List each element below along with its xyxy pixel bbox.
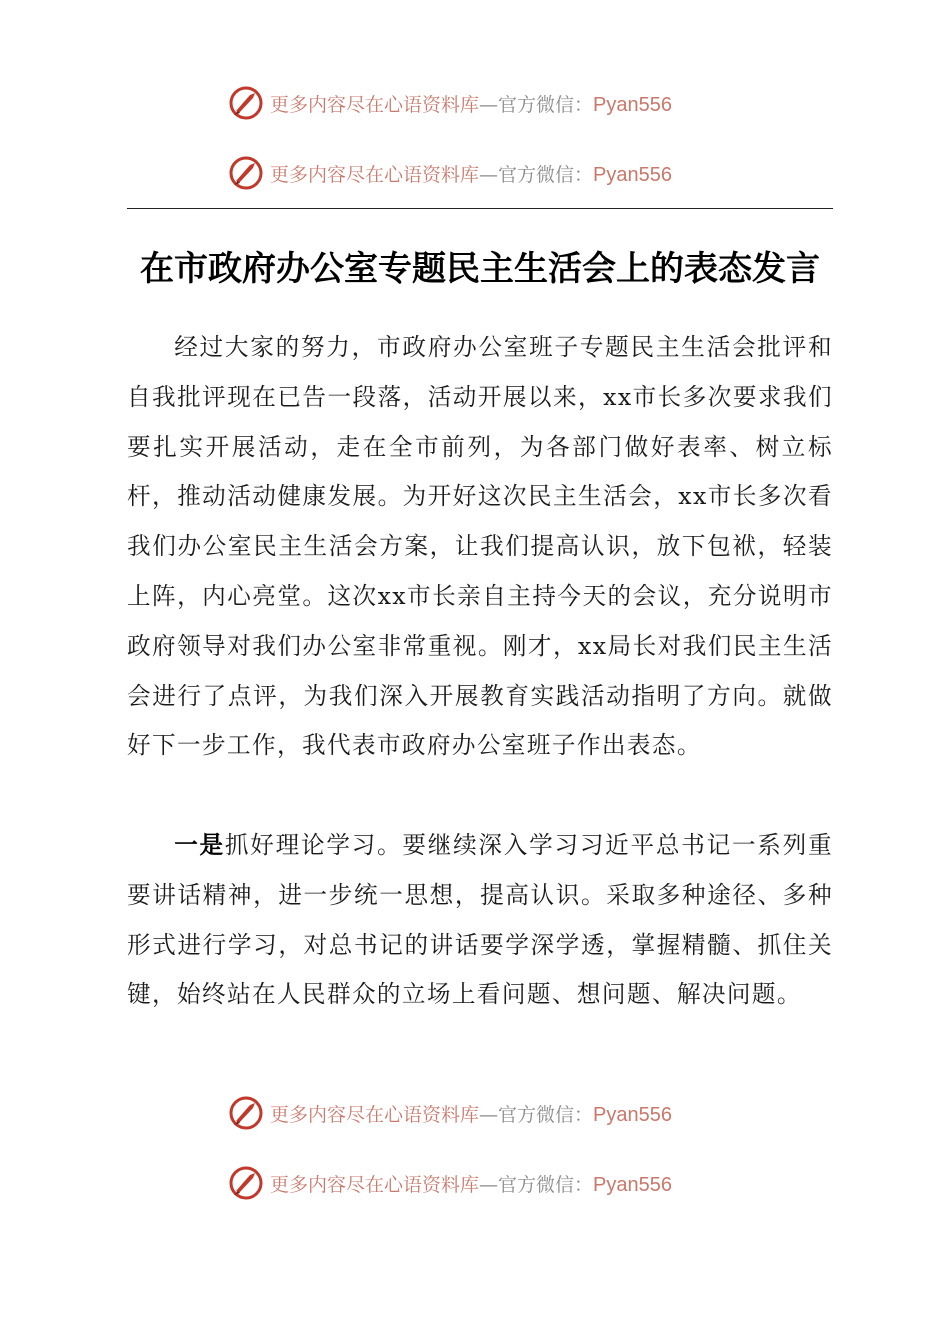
brush-logo-icon xyxy=(228,1165,264,1201)
banner-text xyxy=(270,90,672,117)
banner-wechat-id: Pyan556 xyxy=(593,1103,672,1126)
banner-wechat-label: 官方微信： xyxy=(498,1103,594,1126)
header-banner-2 xyxy=(228,153,672,193)
document-body-section-2 xyxy=(127,821,833,1020)
paragraph-intro: 经过大家的努力，市政府办公室班子专题民主生活会批评和自我批评现在已告一段落，活动开展以来，xx市长多次要求我们要扎实开展活动，走在全市前列，为各部门做好表率、树立标杆，推动活动健康发展。为开好这次民主生活会，xx市长多次看我们办公室民主生活会方案，让我们提高认识，放下包袱，轻装上阵，内心亮堂。这次xx市长亲自主持今天的会议，充分说明市政府领导对我们办公室非常重视。刚才，xx局长对我们民主生活会进行了点评，为我们深入开展教育实践活动指明了方向。就做好下一步工作，我代表市政府办公室班子作出表态。 xyxy=(127,333,833,760)
document-body-section-1 xyxy=(127,323,833,771)
banner-main-text: 更多内容尽在心语资料库 xyxy=(270,1103,480,1126)
brush-logo-icon xyxy=(228,1095,264,1131)
banner-text xyxy=(270,160,672,187)
paragraph-point-one xyxy=(127,821,833,1020)
document-title: 在市政府办公室专题民主生活会上的表态发言 xyxy=(140,249,820,289)
footer-banner-1 xyxy=(228,1093,672,1133)
brush-logo-icon xyxy=(228,85,264,121)
banner-wechat-label: 官方微信： xyxy=(498,163,594,186)
brush-logo-icon xyxy=(228,155,264,191)
banner-separator: — xyxy=(479,1103,499,1126)
banner-text xyxy=(270,1100,672,1127)
header-banner-1 xyxy=(228,83,672,123)
banner-wechat-label: 官方微信： xyxy=(498,1173,594,1196)
banner-separator: — xyxy=(479,163,499,186)
banner-separator: — xyxy=(479,1173,499,1196)
banner-main-text: 更多内容尽在心语资料库 xyxy=(270,1173,480,1196)
paragraph-lead: 一是 xyxy=(174,831,225,859)
paragraph-body: 抓好理论学习。要继续深入学习习近平总书记一系列重要讲话精神，进一步统一思想，提高认识。采取多种途径、多种形式进行学习，对总书记的讲话要学深学透，掌握精髓、抓住关键，始终站在人民群众的立场上看问题、想问题、解决问题。 xyxy=(127,831,833,1009)
banner-separator: — xyxy=(479,93,499,116)
banner-main-text: 更多内容尽在心语资料库 xyxy=(270,93,480,116)
banner-text xyxy=(270,1170,672,1197)
header-divider xyxy=(127,208,833,209)
footer-banner-2 xyxy=(228,1163,672,1203)
banner-wechat-label: 官方微信： xyxy=(498,93,594,116)
banner-wechat-id: Pyan556 xyxy=(593,163,672,186)
banner-wechat-id: Pyan556 xyxy=(593,1173,672,1196)
banner-main-text: 更多内容尽在心语资料库 xyxy=(270,163,480,186)
banner-wechat-id: Pyan556 xyxy=(593,93,672,116)
